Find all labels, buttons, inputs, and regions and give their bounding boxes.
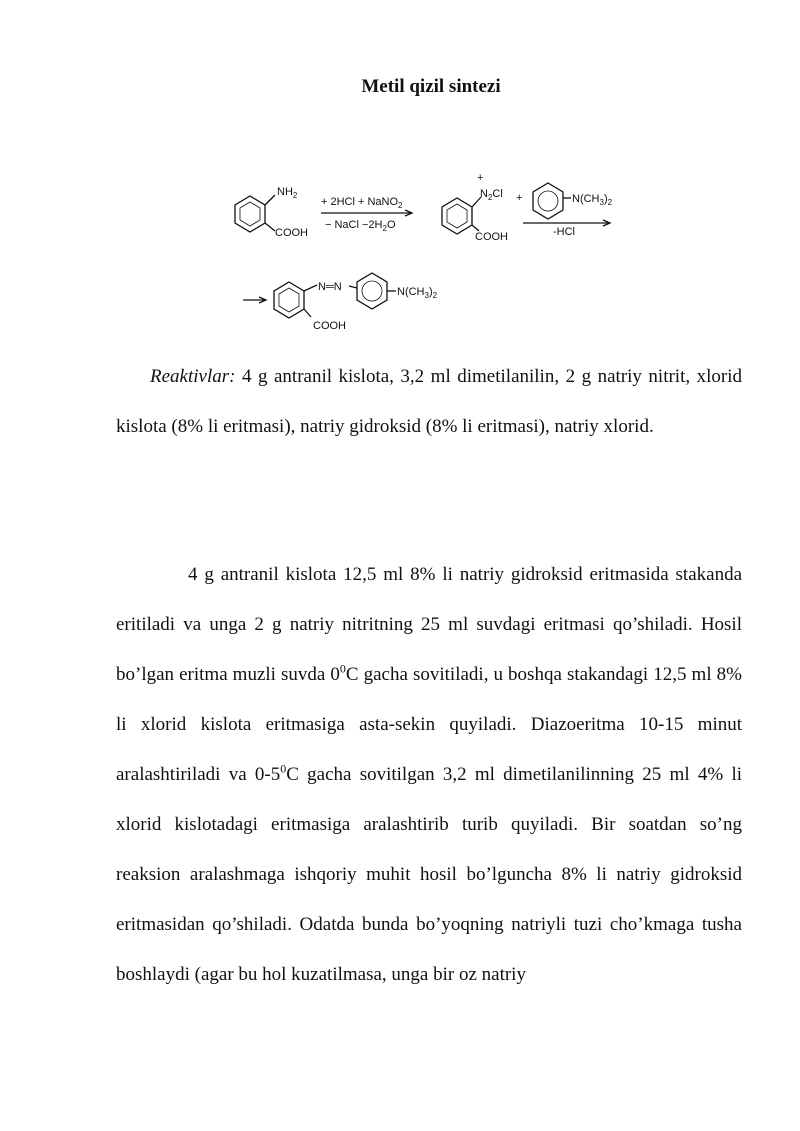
svg-text:N2Cl: $N_2Cl$ bbox=[480, 188, 503, 202]
cooh-label-2: COOH bbox=[475, 231, 508, 243]
minus-hcl-label: -HCl bbox=[553, 226, 575, 238]
diazonium-label: N bbox=[480, 188, 488, 200]
dimethylamino-label: N(CH bbox=[572, 193, 600, 205]
positive-charge: + bbox=[477, 172, 484, 184]
reagents-top: + 2HCl + NaNO bbox=[321, 196, 399, 208]
reaction-scheme bbox=[225, 165, 635, 345]
svg-text:N(CH3)2: $N(CH_3)_2$ bbox=[397, 286, 438, 300]
benzene-ring-4 bbox=[274, 282, 304, 318]
benzene-ring-5 bbox=[357, 273, 387, 309]
svg-text:+ 2HCl + NaNO2: + 2HCl + NaNO$_2$ bbox=[321, 196, 403, 210]
cooh-label-1: COOH bbox=[275, 227, 308, 239]
svg-text:NH2: $NH_2$ bbox=[277, 186, 298, 200]
plus-sign: + bbox=[516, 192, 523, 204]
procedure-paragraph: 4 g antranil kislota 12,5 ml 8% li natriy gidroksid eritmasida stakanda eritiladi va unga 2 g natriy nitritning 25 ml suvdagi eritmasi qo’shiladi. Hosil bo’lgan eritma muzli suvda $0^0C$ gacha sovitiladi, u boshqa stakandagi 12,5 ml 8% li xlorid kislota eritmasiga asta-sekin quyiladi. Diazoeritma 10-15 minut aralashtiriladi va $0-5^0C$ gacha sovitilgan 3,2 ml dimetilanilinning 25 ml 4% li xlorid kislotadagi eritmasiga aralashtirib turib quyiladi. Bir soatdan so’ng reaksion aralashmaga ishqoriy muhit hosil bo’lguncha 8% li natriy gidroksid eritmasidan qo’shiladi. Odatda bunda bo’yoqning natriyli tuzi cho’kmaga tusha boshlaydi (agar bu hol kuzatilmasa, unga bir oz natriy bbox=[116, 564, 742, 985]
benzene-ring-2 bbox=[442, 198, 472, 234]
cooh-label-3: COOH bbox=[313, 320, 346, 332]
product-dimethylamino-label: N(CH bbox=[397, 286, 425, 298]
benzene-ring-3 bbox=[533, 183, 563, 219]
svg-text:N(CH3)2: $N(CH_3)_2$ bbox=[572, 193, 613, 207]
reagents-label: Reaktivlar: bbox=[150, 366, 236, 387]
reagents-bottom: − NaCl −2H bbox=[325, 219, 383, 231]
nh2-label: NH bbox=[277, 186, 293, 198]
azo-label: N═N bbox=[318, 281, 342, 293]
benzene-ring-1 bbox=[235, 196, 265, 232]
reagents-paragraph bbox=[116, 352, 742, 452]
reagents-text: 4 g antranil kislota, 3,2 ml dimetilanilin, 2 g natriy nitrit, xlorid kislota (8% li eritmasi), natriy gidroksid (8% li eritmasi), natriy xlorid. bbox=[116, 366, 742, 437]
svg-text:− NaCl −2H2O: − NaCl $-2H_2O$ bbox=[325, 219, 396, 233]
page-title: Metil qizil sintezi bbox=[361, 76, 501, 97]
